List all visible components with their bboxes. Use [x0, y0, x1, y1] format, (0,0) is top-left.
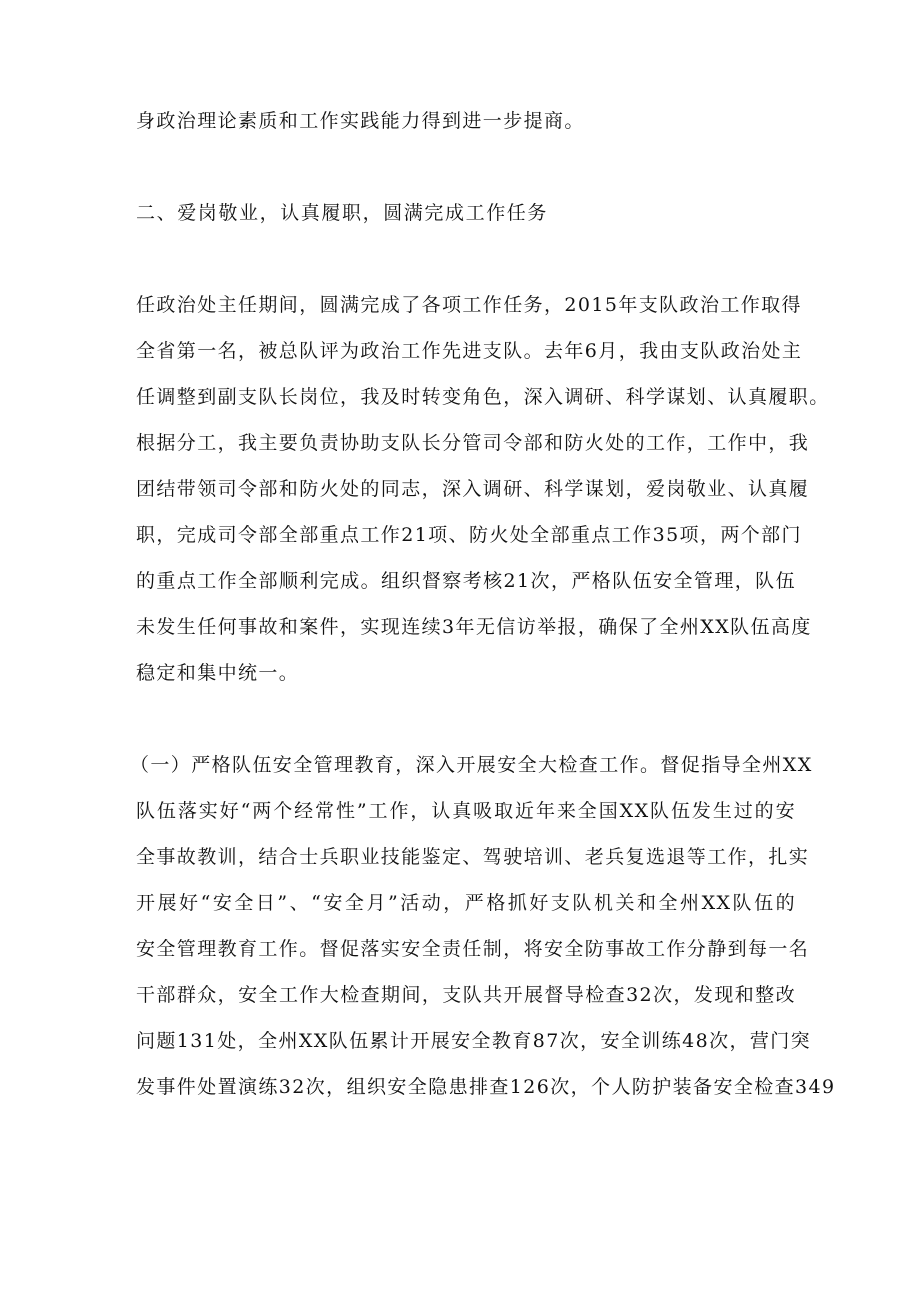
subsection-1-line: （一）严格队伍安全管理教育，深入开展安全大检查工作。督促指导全州XX — [130, 754, 813, 776]
subsection-1-line: 发事件处置演练32次，组织安全隐患排查126次，个人防护装备安全检查349 — [136, 1076, 836, 1098]
subsection-1-line: 干部群众，安全工作大检查期间，支队共开展督导检查32次，发现和整改 — [136, 984, 796, 1006]
section-2-line: 全省第一名，被总队评为政治工作先进支队。去年6月，我由支队政治处主 — [136, 340, 803, 362]
section-2-line: 的重点工作全部顺利完成。组织督察考核21次，严格队伍安全管理，队伍 — [136, 570, 796, 592]
subsection-1-line: 队伍落实好“两个经常性”工作，认真吸取近年来全国XX队伍发生过的安 — [136, 800, 796, 822]
subsection-1-line: 开展好“安全日”、“安全月”活动，严格抓好支队机关和全州XX队伍的 — [136, 892, 796, 914]
section-2-line: 未发生任何事故和案件，实现连续3年无信访举报，确保了全州XX队伍高度 — [136, 616, 812, 638]
section-2-heading: 二、爱岗敬业，认真履职，圆满完成工作任务 — [136, 202, 549, 224]
section-2-line: 根据分工，我主要负责协助支队长分管司令部和防火处的工作，工作中，我 — [136, 432, 810, 454]
section-2-line: 稳定和集中统一。 — [136, 662, 300, 684]
subsection-1-line: 问题131处，全州XX队伍累计开展安全教育87次，安全训练48次，营门突 — [136, 1030, 812, 1052]
section-2-line: 任调整到副支队长岗位，我及时转变角色，深入调研、科学谋划、认真履职。 — [136, 386, 830, 408]
subsection-1-line: 安全管理教育工作。督促落实安全责任制，将安全防事故工作分静到每一名 — [136, 938, 810, 960]
section-2-line: 任政治处主任期间，圆满完成了各项工作任务，2015年支队政治工作取得 — [136, 294, 802, 316]
section-2-line: 职，完成司令部全部重点工作21项、防火处全部重点工作35项，两个部门 — [136, 524, 802, 546]
section-2-line: 团结带领司令部和防火处的同志，深入调研、科学谋划，爱岗敬业、认真履 — [136, 478, 810, 500]
subsection-1-line: 全事故教训，结合士兵职业技能鉴定、驾驶培训、老兵复选退等工作，扎实 — [136, 846, 810, 868]
intro-tail-line: 身政治理论素质和工作实践能力得到进一步提商。 — [136, 110, 585, 132]
